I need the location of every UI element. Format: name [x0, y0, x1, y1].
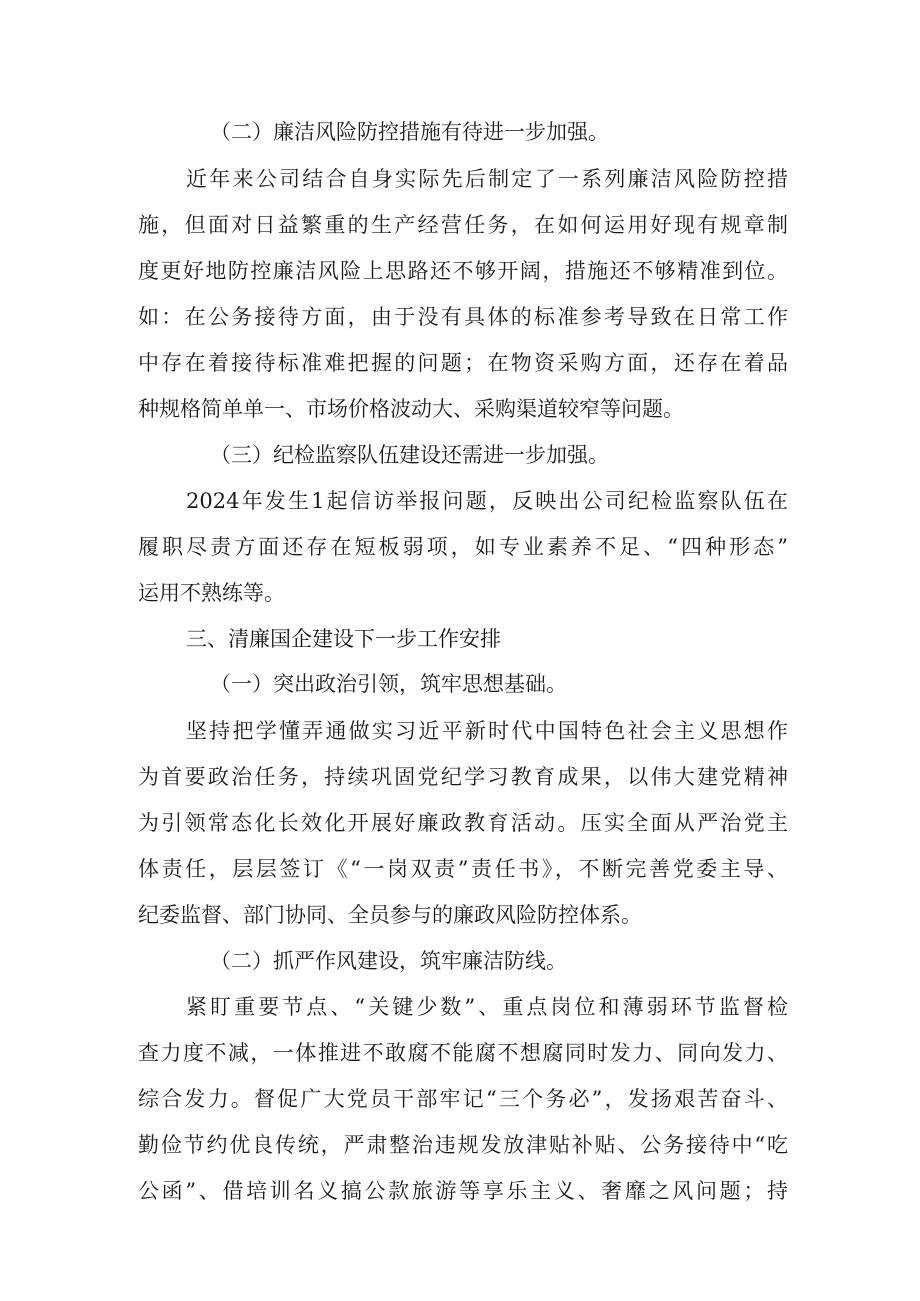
subheading-political: （一）突出政治引领，筑牢思想基础。 — [210, 672, 567, 696]
paragraph-line: 勤俭节约优良传统，严肃整治违规发放津贴补贴、公务接待中“吃 — [138, 1133, 788, 1157]
paragraph-line: 为引领常态化长效化开展好廉政教育活动。压实全面从严治党主 — [138, 811, 788, 835]
paragraph-line: 如：在公务接待方面，由于没有具体的标准参考导致在日常工作 — [138, 305, 788, 329]
paragraph-line: 坚持把学懂弄通做实习近平新时代中国特色社会主义思想作 — [186, 719, 788, 743]
paragraph-line: 综合发力。督促广大党员干部牢记“三个务必”，发扬艰苦奋斗、 — [138, 1087, 788, 1111]
paragraph-line: 公函”、借培训名义搞公款旅游等享乐主义、奢靡之风问题；持 — [138, 1179, 788, 1203]
paragraph-line: 体责任，层层签订《“一岗双责”责任书》，不断完善党委主导、 — [138, 857, 788, 881]
paragraph-line: 紧盯重要节点、“关键少数”、重点岗位和薄弱环节监督检 — [186, 995, 788, 1019]
paragraph-line: 近年来公司结合自身实际先后制定了一系列廉洁风险防控措 — [186, 167, 788, 191]
paragraph-line: 度更好地防控廉洁风险上思路还不够开阔，措施还不够精准到位。 — [138, 259, 788, 283]
paragraph-line: 运用不熟练等。 — [138, 581, 285, 605]
paragraph-line: 查力度不减，一体推进不敢腐不能腐不想腐同时发力、同向发力、 — [138, 1041, 788, 1065]
section-heading: 三、清廉国企建设下一步工作安排 — [186, 627, 501, 651]
subheading-work-style: （二）抓严作风建设，筑牢廉洁防线。 — [210, 949, 567, 973]
paragraph-line: 中存在着接待标准难把握的问题；在物资采购方面，还存在着品 — [138, 351, 788, 375]
paragraph-line: 2024年发生1起信访举报问题，反映出公司纪检监察队伍在 — [186, 489, 788, 513]
paragraph-line: 为首要政治任务，持续巩固党纪学习教育成果，以伟大建党精神 — [138, 765, 788, 789]
subheading-risk-control: （二）廉洁风险防控措施有待进一步加强。 — [210, 120, 609, 144]
paragraph-line: 种规格简单单一、市场价格波动大、采购渠道较窄等问题。 — [138, 397, 684, 421]
paragraph-line: 施，但面对日益繁重的生产经营任务，在如何运用好现有规章制 — [138, 213, 788, 237]
subheading-team-building: （三）纪检监察队伍建设还需进一步加强。 — [210, 443, 609, 467]
paragraph-line: 履职尽责方面还存在短板弱项，如专业素养不足、“四种形态” — [138, 535, 788, 559]
paragraph-line: 纪委监督、部门协同、全员参与的廉政风险防控体系。 — [138, 903, 642, 927]
